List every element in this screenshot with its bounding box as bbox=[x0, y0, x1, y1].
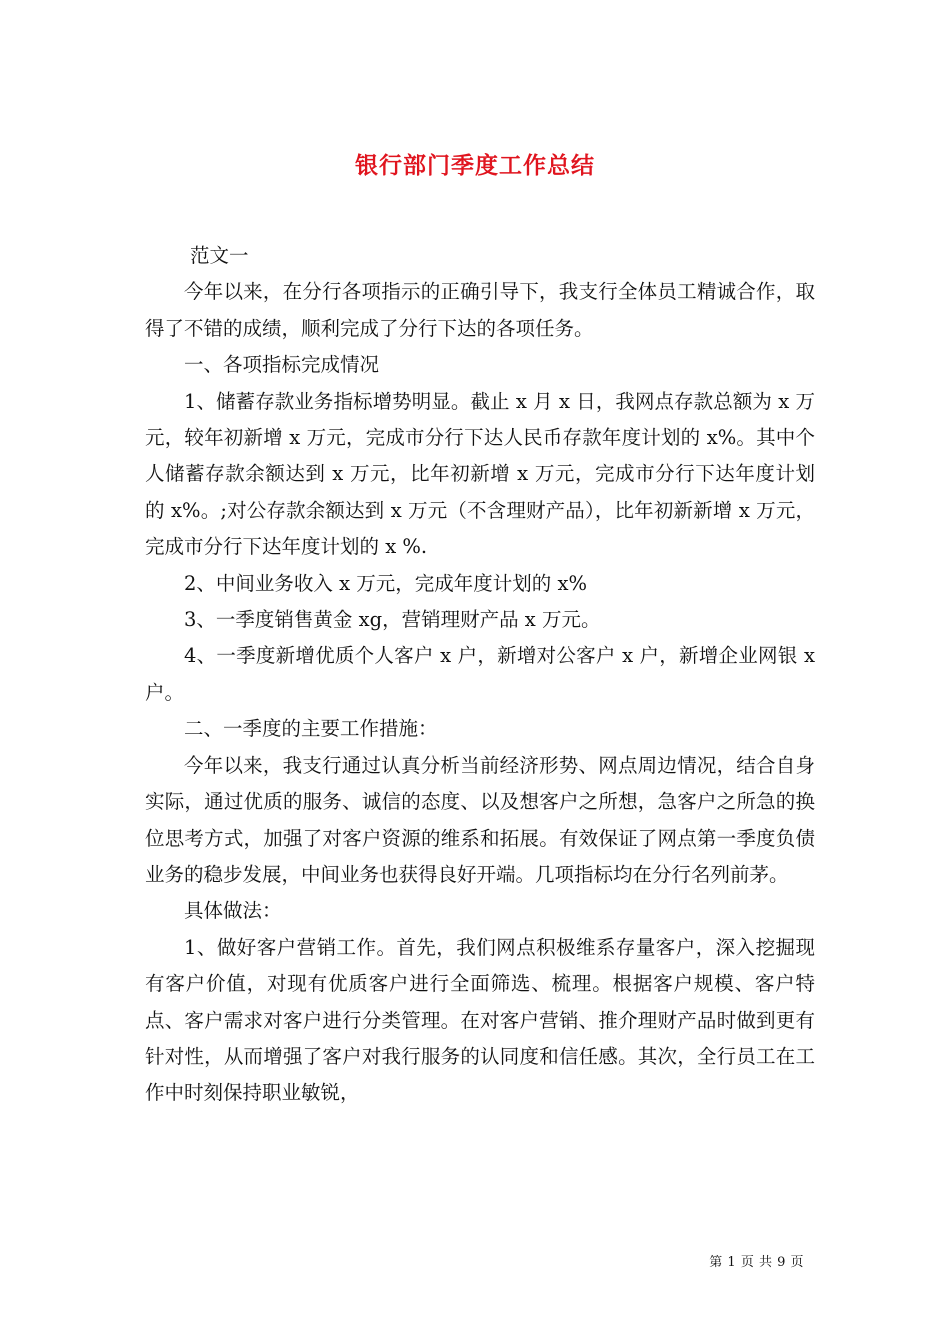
methods-heading: 具体做法： bbox=[184, 899, 282, 923]
page-title: 银行部门季度工作总结 bbox=[355, 152, 595, 180]
section-heading-2: 二、一季度的主要工作措施： bbox=[184, 717, 438, 741]
document-body bbox=[145, 238, 815, 1112]
list-item-3: 3、一季度销售黄金 xg，营销理财产品 x 万元。 bbox=[184, 608, 601, 632]
method-item-1: 1、做好客户营销工作。首先，我们网点积极维系存量客户，深入挖掘现有客户价值，对现有优质客户进行全面筛选、梳理。根据客户规模、客户特点、客户需求对客户进行分类管理。在对客户营销、推介理财产品时做到更有针对性，从而增强了客户对我行服务的认同度和信任感。其次，全行员工在工作中时刻保持职业敏锐， bbox=[145, 935, 815, 1105]
list-item-4: 4、一季度新增优质个人客户 x 户，新增对公客户 x 户，新增企业网银 x 户。 bbox=[145, 644, 815, 704]
page-indicator: 第 1 页 共 9 页 bbox=[709, 1255, 804, 1270]
section-heading-1: 一、各项指标完成情况 bbox=[184, 353, 380, 377]
list-item-2: 2、中间业务收入 x 万元，完成年度计划的 x% bbox=[184, 571, 588, 595]
sample-label: 范文一 bbox=[190, 244, 249, 267]
intro-paragraph: 今年以来，在分行各项指示的正确引导下，我支行全体员工精诚合作，取得了不错的成绩，顺利完成了分行下达的各项任务。 bbox=[145, 280, 815, 340]
measures-paragraph: 今年以来，我支行通过认真分析当前经济形势、网点周边情况，结合自身实际，通过优质的服务、诚信的态度、以及想客户之所想，急客户之所急的换位思考方式，加强了对客户资源的维系和拓展。有效保证了网点第一季度负债业务的稳步发展，中间业务也获得良好开端。几项指标均在分行名列前茅。 bbox=[145, 753, 815, 886]
list-item-1: 1、储蓄存款业务指标增势明显。截止 x 月 x 日，我网点存款总额为 x 万元，较年初新增 x 万元，完成市分行下达人民币存款年度计划的 x%。其中个人储蓄存款余额达到 x 万元，比年初新增 x 万元，完成市分行下达年度计划的 x%。;对公存款余额达到 x 万元（不含理财产品），比年初新新增 x 万元，完成市分行下达年度计划的 x %. bbox=[145, 389, 815, 559]
